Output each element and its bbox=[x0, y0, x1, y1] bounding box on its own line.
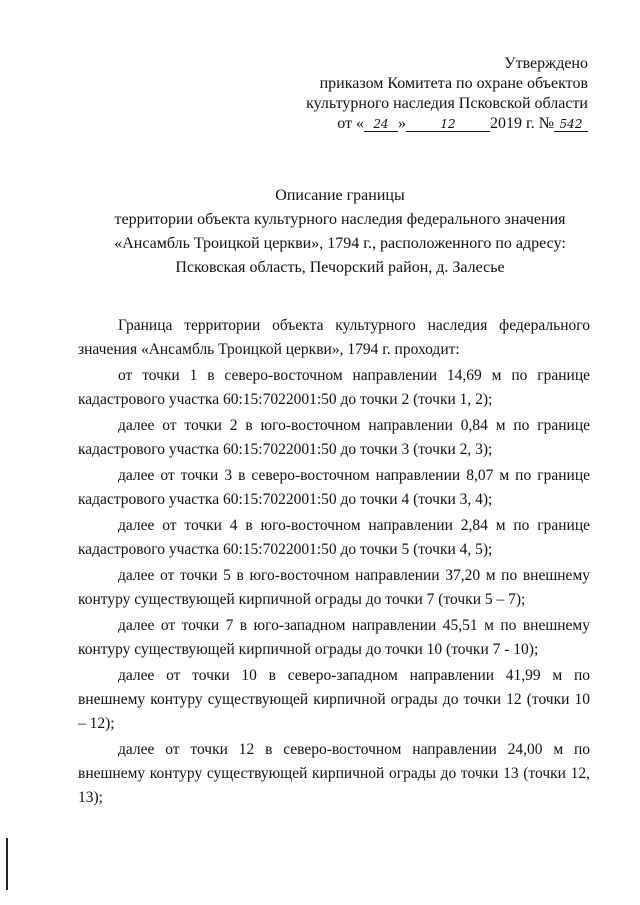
title-line-4: Псковская область, Печорский район, д. Залесье bbox=[175, 259, 505, 276]
approval-heading: Утверждено bbox=[504, 55, 588, 72]
boundary-segment-1-2: от точки 1 в северо-восточном направлении 14,69 м по границе кадастрового участка 60:15:7022001:50 до точки 2 (точки 1, 2); bbox=[78, 367, 590, 408]
boundary-segment-5-7: далее от точки 5 в юго-восточном направлении 37,20 м по внешнему контуру существующей кирпичной ограды до точки 7 (точки 5 – 7); bbox=[78, 567, 590, 608]
boundary-segment-7-10: далее от точки 7 в юго-западном направлении 45,51 м по внешнему контуру существующей кирпичной ограды до точки 10 (точки 7 - 10); bbox=[78, 617, 590, 658]
title-line-1: Описание границы bbox=[275, 187, 405, 204]
approval-order-line: приказом Комитета по охране объектов bbox=[319, 75, 588, 92]
approval-committee-line: культурного наследия Псковской области bbox=[306, 95, 588, 112]
date-year: 2019 г. № bbox=[489, 115, 554, 132]
order-number-handwritten: 542 bbox=[554, 117, 588, 132]
boundary-description bbox=[78, 314, 590, 812]
document-title bbox=[60, 184, 620, 280]
date-middle: » bbox=[397, 115, 406, 132]
title-line-3: «Ансамбль Троицкой церкви», 1794 г., расположенного по адресу: bbox=[114, 235, 566, 252]
boundary-segment-4-5: далее от точки 4 в юго-восточном направлении 2,84 м по границе кадастрового участка 60:15:7022001:50 до точки 5 (точки 4, 5); bbox=[78, 517, 590, 558]
scan-edge-mark bbox=[6, 838, 8, 890]
boundary-segment-12-13: далее от точки 12 в северо-восточном направлении 24,00 м по внешнему контуру существующей кирпичной ограды до точки 13 (точки 12, 13); bbox=[78, 741, 590, 806]
approval-block bbox=[288, 54, 588, 134]
boundary-segment-3-4: далее от точки 3 в северо-восточном направлении 8,07 м по границе кадастрового участка 60:15:7022001:50 до точки 4 (точки 3, 4); bbox=[78, 467, 590, 508]
approval-date-line bbox=[288, 114, 588, 134]
boundary-segment-10-12: далее от точки 10 в северо-западном направлении 41,99 м по внешнему контуру существующей кирпичной ограды до точки 12 (точки 10 – 12); bbox=[78, 667, 590, 732]
boundary-segment-2-3: далее от точки 2 в юго-восточном направлении 0,84 м по границе кадастрового участка 60:15:7022001:50 до точки 3 (точки 2, 3); bbox=[78, 417, 590, 458]
intro-paragraph: Граница территории объекта культурного наследия федерального значения «Ансамбль Троицкой церкви», 1794 г. проходит: bbox=[78, 317, 590, 358]
title-line-2: территории объекта культурного наследия федерального значения bbox=[114, 211, 566, 228]
date-prefix: от « bbox=[337, 115, 364, 132]
date-month-handwritten: 12 bbox=[406, 117, 490, 132]
date-day-handwritten: 24 bbox=[364, 117, 398, 132]
